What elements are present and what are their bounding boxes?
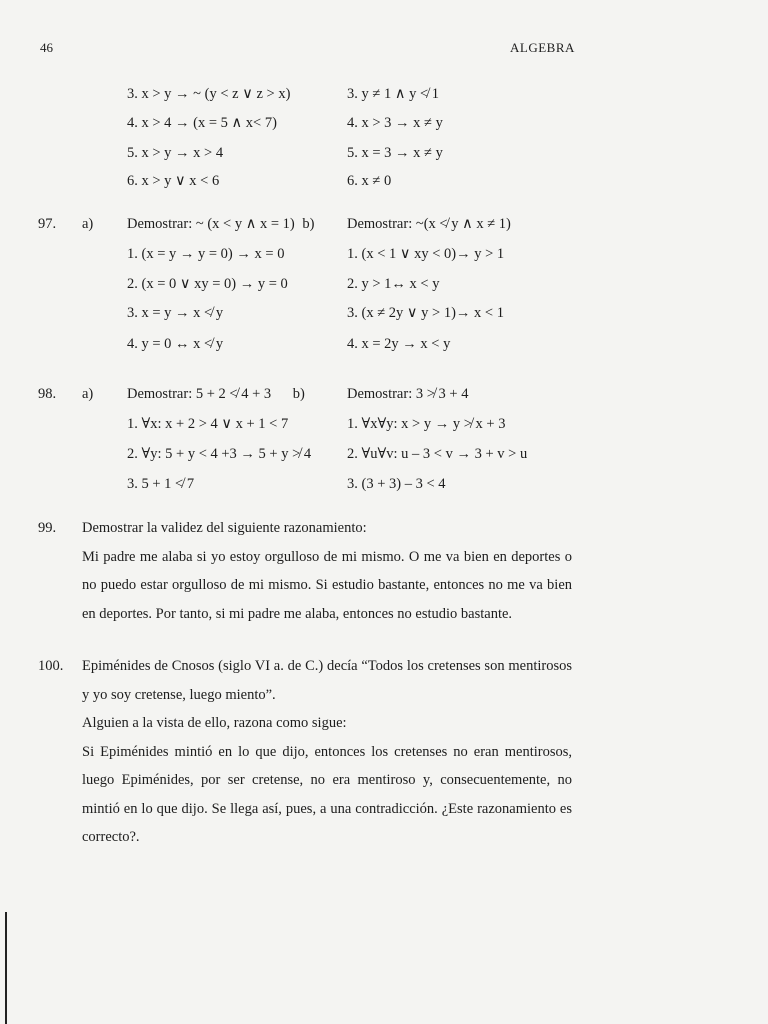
exercise-98-label-b: b): [292, 386, 305, 402]
exercise-98-title-left: [127, 386, 305, 403]
exercise-98-title-right: Demostrar: 3 ≯ 3 + 4: [347, 386, 469, 402]
exercise-97-left-4: 4. y = 0 ↔ x ≮ y: [127, 336, 224, 352]
exercise-98-left-3: 3. 5 + 1 ≮ 7: [127, 476, 195, 492]
exercise-100-number: 100.: [38, 658, 64, 674]
exercise-98-left-1: 1. ∀x: x + 2 > 4 ∨ x + 1 < 7: [127, 416, 289, 432]
exercise-98-right-3: 3. (3 + 3) – 3 < 4: [347, 476, 446, 492]
exercise-97-title-left: [127, 216, 314, 233]
exercise-97-left-2: 2. (x = 0 ∨ xy = 0) → y = 0: [127, 276, 288, 292]
exercise-97-label-b: b): [302, 216, 315, 232]
page-number: 46: [40, 40, 53, 55]
exercise-98-title-left-text: Demostrar: 5 + 2 ≮ 4 + 3: [127, 386, 272, 402]
top-right-line-2: 4. x > 3 → x ≠ y: [347, 115, 443, 131]
exercise-100-paragraph-3: Si Epiménides mintió en lo que dijo, entonces los cretenses no eran mentirosos, luego Epiménides, por ser cretense, no era mentiroso y, consecuentemente, no mintió en lo que dijo. Se llega así, pues, a una contradicción. ¿Este razonamiento es correcto?.: [82, 743, 572, 845]
exercise-99-body: [82, 514, 572, 628]
top-left-line-1: 3. x > y → ~ (y < z ∨ z > x): [127, 86, 291, 102]
exercise-98-label-a: a): [82, 386, 94, 402]
running-header: ALGEBRA: [510, 40, 575, 55]
exercise-97-label-a: a): [82, 216, 94, 232]
exercise-97-left-3: 3. x = y → x ≮ y: [127, 305, 224, 321]
exercise-97-right-2: 2. y > 1↔ x < y: [347, 276, 440, 292]
exercise-97-number: 97.: [38, 216, 57, 232]
scan-edge-mark: [5, 912, 7, 1024]
exercise-99-text: Mi padre me alaba si yo estoy orgulloso de mi mismo. O me va bien en deportes o no puedo estar orgulloso de mi mismo. Si estudio bastante, entonces no me va bien en deportes. Por tanto, si mi padre me alaba, entonces no estudio bastante.: [82, 548, 572, 622]
exercise-99-number: 99.: [38, 520, 57, 536]
exercise-97-title-right: Demostrar: ~(x ≮ y ∧ x ≠ 1): [347, 216, 511, 232]
exercise-98-right-2: 2. ∀u∀v: u – 3 < v → 3 + v > u: [347, 446, 528, 462]
exercise-98-number: 98.: [38, 386, 57, 402]
exercise-98-left-2: 2. ∀y: 5 + y < 4 +3 → 5 + y ≯ 4: [127, 446, 312, 462]
exercise-97-right-3: 3. (x ≠ 2y ∨ y > 1)→ x < 1: [347, 305, 504, 321]
exercise-97-left-1: 1. (x = y → y = 0) → x = 0: [127, 246, 285, 262]
exercise-99-title: Demostrar la validez del siguiente razonamiento:: [82, 520, 367, 536]
top-right-line-3: 5. x = 3 → x ≠ y: [347, 145, 443, 161]
top-left-line-2: 4. x > 4 → (x = 5 ∧ x< 7): [127, 115, 277, 131]
exercise-100-body: [82, 652, 572, 852]
exercise-100-paragraph-2: Alguien a la vista de ello, razona como sigue:: [82, 715, 347, 731]
exercise-97-right-4: 4. x = 2y → x < y: [347, 336, 451, 352]
top-left-line-3: 5. x > y → x > 4: [127, 145, 224, 161]
exercise-97-title-left-text: Demostrar: ~ (x < y ∧ x = 1): [127, 216, 295, 232]
top-right-line-4: 6. x ≠ 0: [347, 173, 392, 189]
exercise-97-right-1: 1. (x < 1 ∨ xy < 0)→ y > 1: [347, 246, 505, 262]
top-right-line-1: 3. y ≠ 1 ∧ y ≮ 1: [347, 86, 439, 102]
exercise-100-paragraph-1: Epiménides de Cnosos (siglo VI a. de C.) decía “Todos los cretenses son mentirosos y yo soy cretense, luego miento”.: [82, 658, 572, 703]
top-left-line-4: 6. x > y ∨ x < 6: [127, 173, 220, 189]
exercise-98-right-1: 1. ∀x∀y: x > y → y ≯ x + 3: [347, 416, 506, 432]
